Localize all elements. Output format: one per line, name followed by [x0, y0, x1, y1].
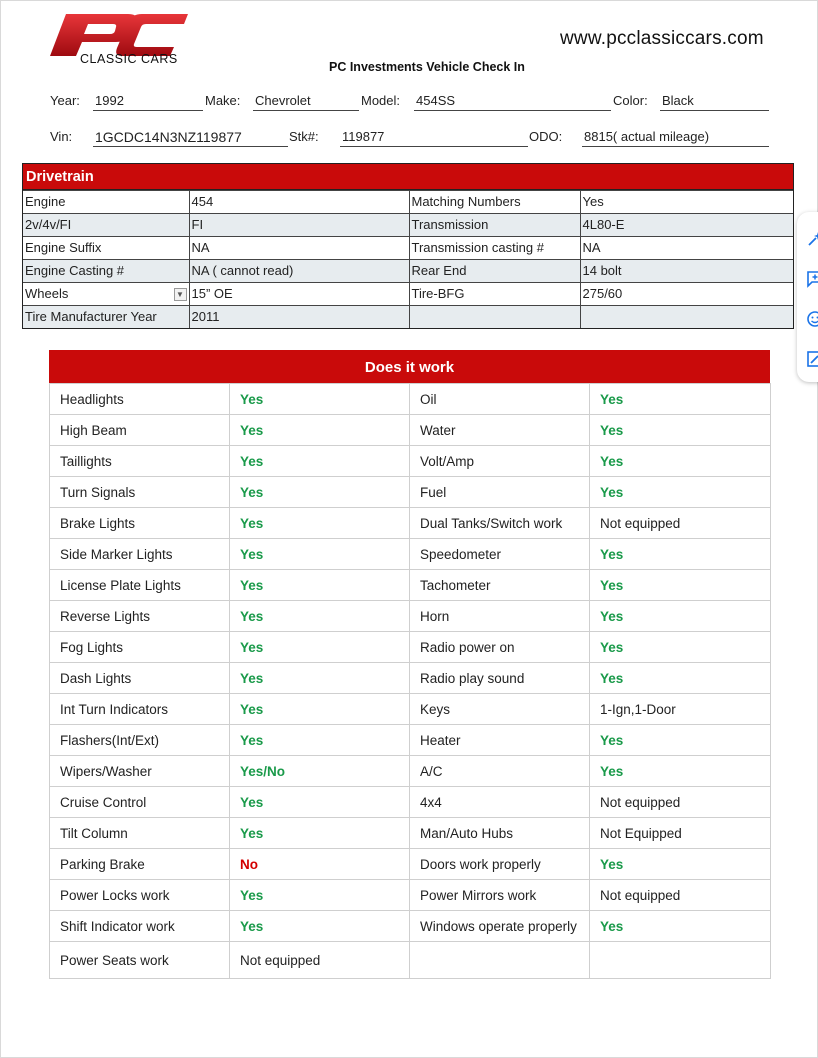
check-item-label: Dual Tanks/Switch work — [410, 508, 590, 539]
check-item-status[interactable]: Yes — [590, 663, 771, 694]
check-row — [50, 415, 771, 446]
emoji-icon[interactable] — [806, 310, 818, 328]
odo-label: ODO: — [529, 129, 563, 144]
check-item-label: Reverse Lights — [50, 601, 230, 632]
check-row — [50, 818, 771, 849]
check-row — [50, 477, 771, 508]
check-item-label: Volt/Amp — [410, 446, 590, 477]
check-item-label: Man/Auto Hubs — [410, 818, 590, 849]
model-label: Model: — [361, 93, 401, 108]
model-field[interactable]: 454SS — [414, 93, 611, 111]
drivetrain-value[interactable]: 275/60 — [580, 283, 793, 306]
check-item-status[interactable]: Yes — [230, 446, 410, 477]
color-field[interactable]: Black — [660, 93, 769, 111]
check-item-status[interactable]: Yes — [590, 601, 771, 632]
check-item-label: Dash Lights — [50, 663, 230, 694]
document-title: PC Investments Vehicle Check In — [329, 60, 525, 74]
check-item-label: Fog Lights — [50, 632, 230, 663]
check-row — [50, 446, 771, 477]
drivetrain-value[interactable]: 4L80-E — [580, 214, 793, 237]
check-item-label: Speedometer — [410, 539, 590, 570]
drivetrain-value[interactable]: NA — [580, 237, 793, 260]
check-item-status[interactable]: Yes — [230, 632, 410, 663]
drivetrain-value[interactable]: NA — [189, 237, 409, 260]
suggest-edit-icon[interactable] — [806, 350, 818, 368]
drivetrain-row — [23, 214, 793, 237]
check-item-label — [410, 942, 590, 979]
check-item-label: Tilt Column — [50, 818, 230, 849]
check-item-label: Flashers(Int/Ext) — [50, 725, 230, 756]
check-item-label: Keys — [410, 694, 590, 725]
check-item-status[interactable]: Yes — [230, 539, 410, 570]
year-field[interactable]: 1992 — [93, 93, 203, 111]
check-item-label: Heater — [410, 725, 590, 756]
stk-field[interactable]: 119877 — [340, 129, 528, 147]
check-item-status[interactable]: Yes — [230, 725, 410, 756]
drivetrain-label — [409, 306, 580, 329]
check-item-label: A/C — [410, 756, 590, 787]
drivetrain-value[interactable]: NA ( cannot read) — [189, 260, 409, 283]
make-field[interactable]: Chevrolet — [253, 93, 359, 111]
check-item-status[interactable]: Yes — [230, 787, 410, 818]
drivetrain-value[interactable]: 454 — [189, 191, 409, 214]
check-item-label: Radio power on — [410, 632, 590, 663]
check-row — [50, 756, 771, 787]
check-item-label: Taillights — [50, 446, 230, 477]
check-row — [50, 942, 771, 979]
odo-field[interactable]: 8815( actual mileage) — [582, 129, 769, 147]
check-item-status[interactable] — [590, 942, 771, 979]
pc-logo-icon — [48, 12, 193, 57]
check-row — [50, 849, 771, 880]
drivetrain-row — [23, 260, 793, 283]
drivetrain-label: 2v/4v/FI — [23, 214, 189, 237]
drivetrain-table — [22, 163, 794, 329]
check-item-label: Power Seats work — [50, 942, 230, 979]
check-item-label: High Beam — [50, 415, 230, 446]
check-item-status[interactable]: Yes — [590, 570, 771, 601]
drivetrain-value[interactable]: 2011 — [189, 306, 409, 329]
drivetrain-label-cell — [23, 283, 189, 306]
check-item-status[interactable]: Yes — [590, 384, 771, 415]
check-item-status[interactable]: Yes — [230, 601, 410, 632]
check-item-status[interactable]: Yes — [230, 508, 410, 539]
check-item-status[interactable]: Yes — [590, 911, 771, 942]
check-item-label: Parking Brake — [50, 849, 230, 880]
check-item-status[interactable]: Yes — [590, 415, 771, 446]
check-item-status[interactable]: Yes — [230, 477, 410, 508]
sparkle-edit-icon[interactable] — [806, 230, 818, 248]
check-item-status[interactable]: Yes — [230, 384, 410, 415]
add-comment-icon[interactable] — [806, 270, 818, 288]
check-item-status[interactable]: Not Equipped — [590, 818, 771, 849]
drivetrain-label: Tire-BFG — [409, 283, 580, 306]
does-it-work-table — [49, 350, 770, 979]
drivetrain-value[interactable]: FI — [189, 214, 409, 237]
vin-label: Vin: — [50, 129, 73, 144]
check-item-status[interactable]: Yes — [230, 818, 410, 849]
check-item-status[interactable]: Yes — [590, 756, 771, 787]
check-item-label: Horn — [410, 601, 590, 632]
check-item-status[interactable]: Yes — [230, 911, 410, 942]
check-item-status[interactable]: Yes — [230, 694, 410, 725]
drivetrain-title: Drivetrain — [23, 164, 793, 190]
make-label: Make: — [205, 93, 241, 108]
check-item-status[interactable]: Not equipped — [590, 787, 771, 818]
drivetrain-label: Transmission casting # — [409, 237, 580, 260]
check-item-label: Oil — [410, 384, 590, 415]
check-item-label: Tachometer — [410, 570, 590, 601]
check-item-label: Shift Indicator work — [50, 911, 230, 942]
check-item-label: Headlights — [50, 384, 230, 415]
dropdown-arrow-icon[interactable]: ▼ — [174, 288, 187, 301]
check-item-label: Power Locks work — [50, 880, 230, 911]
check-item-label: Windows operate properly — [410, 911, 590, 942]
check-row — [50, 694, 771, 725]
check-row — [50, 508, 771, 539]
check-item-status[interactable]: Not equipped — [230, 942, 410, 979]
drivetrain-value[interactable]: 14 bolt — [580, 260, 793, 283]
check-item-label: Water — [410, 415, 590, 446]
check-item-status[interactable]: Yes — [590, 477, 771, 508]
logo-subtitle: CLASSIC CARS — [80, 52, 178, 66]
check-item-status[interactable]: 1-Ign,1-Door — [590, 694, 771, 725]
company-logo — [48, 12, 193, 72]
drivetrain-row — [23, 283, 793, 306]
check-item-status[interactable]: Not equipped — [590, 508, 771, 539]
check-item-status[interactable]: Yes — [230, 570, 410, 601]
drivetrain-label: Rear End — [409, 260, 580, 283]
check-item-status[interactable]: Yes — [230, 415, 410, 446]
check-item-status[interactable]: Yes — [590, 539, 771, 570]
year-label: Year: — [50, 93, 80, 108]
check-row — [50, 539, 771, 570]
check-item-label: Side Marker Lights — [50, 539, 230, 570]
check-row — [50, 601, 771, 632]
check-row — [50, 880, 771, 911]
check-row — [50, 570, 771, 601]
drivetrain-label: Tire Manufacturer Year — [23, 306, 189, 329]
check-item-status[interactable]: Yes — [230, 880, 410, 911]
drivetrain-value[interactable]: Yes — [580, 191, 793, 214]
drivetrain-label: Engine — [23, 191, 189, 214]
drivetrain-label: Engine Suffix — [23, 237, 189, 260]
drivetrain-label: Matching Numbers — [409, 191, 580, 214]
check-item-label: Radio play sound — [410, 663, 590, 694]
drivetrain-row — [23, 306, 793, 329]
drivetrain-label: Engine Casting # — [23, 260, 189, 283]
check-item-status[interactable]: Yes — [590, 446, 771, 477]
check-item-label: License Plate Lights — [50, 570, 230, 601]
side-toolbar — [797, 212, 818, 382]
check-item-status[interactable]: Not equipped — [590, 880, 771, 911]
check-row — [50, 725, 771, 756]
website-url[interactable]: www.pcclassiccars.com — [560, 28, 764, 49]
stk-label: Stk#: — [289, 129, 319, 144]
check-item-label: Int Turn Indicators — [50, 694, 230, 725]
does-it-work-title: Does it work — [49, 350, 770, 383]
check-row — [50, 787, 771, 818]
drivetrain-row — [23, 191, 793, 214]
check-item-label: Fuel — [410, 477, 590, 508]
check-item-status[interactable]: Yes — [590, 725, 771, 756]
check-item-status[interactable]: Yes — [590, 849, 771, 880]
drivetrain-value[interactable] — [580, 306, 793, 329]
check-row — [50, 384, 771, 415]
check-item-label: Cruise Control — [50, 787, 230, 818]
check-item-label: Wipers/Washer — [50, 756, 230, 787]
vin-field[interactable]: 1GCDC14N3NZ119877 — [93, 129, 288, 147]
check-item-label: Turn Signals — [50, 477, 230, 508]
check-item-label: 4x4 — [410, 787, 590, 818]
check-item-label: Brake Lights — [50, 508, 230, 539]
check-item-label: Doors work properly — [410, 849, 590, 880]
color-label: Color: — [613, 93, 648, 108]
check-item-status[interactable]: No — [230, 849, 410, 880]
check-item-status[interactable]: Yes — [230, 663, 410, 694]
drivetrain-label: Transmission — [409, 214, 580, 237]
check-item-status[interactable]: Yes/No — [230, 756, 410, 787]
check-row — [50, 632, 771, 663]
check-row — [50, 911, 771, 942]
check-item-status[interactable]: Yes — [590, 632, 771, 663]
drivetrain-label: Wheels — [25, 286, 69, 301]
check-row — [50, 663, 771, 694]
check-item-label: Power Mirrors work — [410, 880, 590, 911]
drivetrain-row — [23, 237, 793, 260]
drivetrain-value[interactable]: 15” OE — [189, 283, 409, 306]
